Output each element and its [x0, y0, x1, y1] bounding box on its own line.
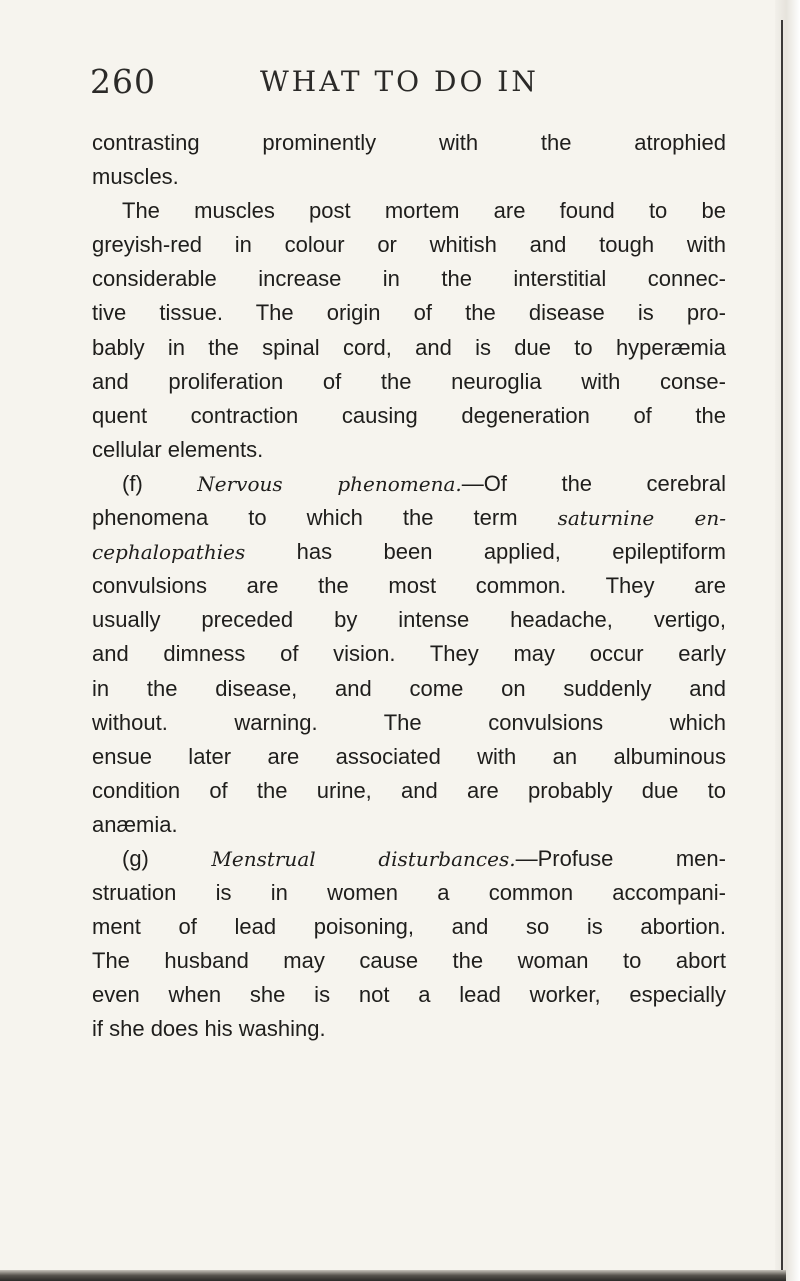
italic-term: saturnine en-: [557, 506, 726, 531]
section-heading: Nervous phenomena.: [197, 471, 462, 496]
page-number: 260: [90, 62, 156, 101]
text-line: cellular elements.: [92, 436, 264, 462]
text-line: phenomena to which the term saturnine en-: [92, 505, 726, 531]
text-line: greyish-red in colour or whitish and tough with: [92, 232, 726, 258]
running-head: WHAT TO DO IN: [260, 65, 539, 98]
text-line: even when she is not a lead worker, especially: [92, 982, 726, 1008]
section-marker: (g): [122, 845, 149, 871]
text-line: ensue later are associated with an albuminous: [92, 743, 726, 769]
section-marker: (f): [122, 470, 143, 496]
text-line: and proliferation of the neuroglia with conse-: [92, 368, 726, 394]
italic-term: cephalopathies: [92, 540, 246, 565]
section-heading: Menstrual disturbances.: [211, 846, 516, 871]
text-line: (g) Menstrual disturbances.—Profuse men-: [122, 845, 726, 871]
text-line: The husband may cause the woman to abort: [92, 948, 726, 974]
text-line: considerable increase in the interstitial connec-: [92, 266, 726, 292]
body-text: [92, 126, 726, 1047]
text-line: muscles.: [92, 164, 179, 190]
text-line: and dimness of vision. They may occur early: [92, 641, 726, 667]
text-line: (f) Nervous phenomena.—Of the cerebral: [122, 470, 726, 496]
page-header: [90, 62, 730, 102]
binding-edge-line: [781, 20, 783, 1275]
text-line: if she does his washing.: [92, 1016, 326, 1042]
text-line: ment of lead poisoning, and so is abortion.: [92, 914, 726, 940]
text-line: tive tissue. The origin of the disease is pro-: [92, 300, 726, 326]
text-line: without. warning. The convulsions which: [92, 709, 726, 735]
text-line: struation is in women a common accompani-: [92, 880, 726, 906]
text-line: convulsions are the most common. They are: [92, 573, 726, 599]
text-line: anæmia.: [92, 811, 178, 837]
page-right-edge: [775, 0, 800, 1281]
text-line: The muscles post mortem are found to be: [122, 198, 726, 224]
text-line: condition of the urine, and are probably due to: [92, 777, 726, 803]
text-line: bably in the spinal cord, and is due to hyperæmia: [92, 334, 726, 360]
text-line: usually preceded by intense headache, vertigo,: [92, 607, 726, 633]
text-line: quent contraction causing degeneration of the: [92, 402, 726, 428]
text-line: cephalopathies has been applied, epileptiform: [92, 539, 726, 565]
text-line: in the disease, and come on suddenly and: [92, 675, 726, 701]
text-line: contrasting prominently with the atrophied: [92, 130, 726, 155]
page-bottom-edge: [0, 1270, 786, 1281]
